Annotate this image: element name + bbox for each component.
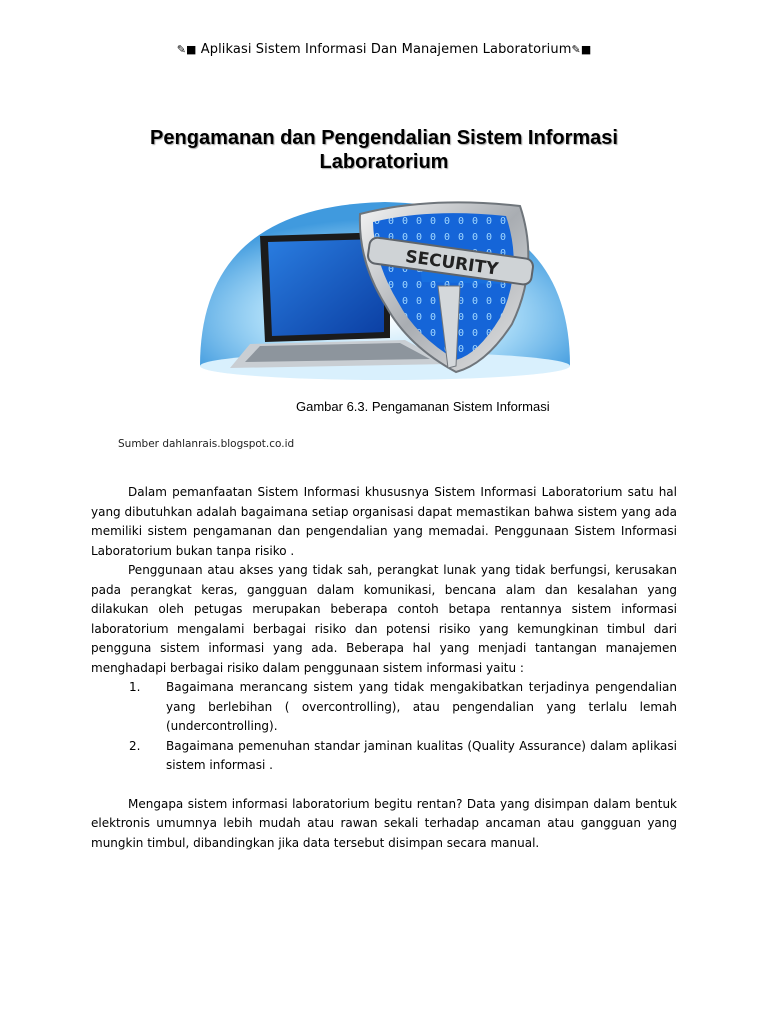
image-source: Sumber dahlanrais.blogspot.co.id <box>118 438 295 450</box>
spacer <box>91 776 677 795</box>
page-title <box>100 126 668 174</box>
shield-label: SECURITY <box>404 246 500 280</box>
paragraph-1: Dalam pemanfaatan Sistem Informasi khususnya Sistem Informasi Laboratorium satu hal yang dibutuhkan adalah bagaimana setiap organisasi dapat memastikan bahwa sistem yang ada memiliki sistem pengamanan dan pengendalian yang memadai. Penggunaan Sistem Informasi Laboratorium bukan tanpa risiko . <box>91 485 677 558</box>
security-image <box>190 196 580 386</box>
body-text <box>91 483 677 853</box>
page-header <box>0 42 768 57</box>
header-text: Aplikasi Sistem Informasi Dan Manajemen Laboratorium <box>200 42 572 57</box>
security-illustration <box>190 196 580 386</box>
pencil-icon: ✎■ <box>571 43 592 56</box>
list-text: Bagaimana merancang sistem yang tidak mengakibatkan terjadinya pengendalian yang berlebihan ( overcontrolling), atau pengendalian yang terlalu lemah (undercontrolling). <box>166 680 677 733</box>
list-number: 1. <box>129 680 141 694</box>
list-item <box>91 737 677 776</box>
title-line-1: Pengamanan dan Pengendalian Sistem Informasi <box>150 127 618 149</box>
paragraph-3: Mengapa sistem informasi laboratorium begitu rentan? Data yang disimpan dalam bentuk elektronis umumnya lebih mudah atau rawan sekali terhadap ancaman atau gangguan yang mungkin timbul, dibandingkan jika data tersebut disimpan secara manual. <box>91 796 677 850</box>
paragraph-2: Penggunaan atau akses yang tidak sah, perangkat lunak yang tidak berfungsi, kerusakan pada perangkat keras, gangguan dalam komunikasi, bencana alam dan kesalahan yang dilakukan oleh petugas merupakan beberapa contoh betapa rentannya sistem informasi laboratorium mengalami berbagai risiko dan potensi risiko yang kemungkinan timbul dari pengguna sistem informasi yang ada. Beberapa hal yang menjadi tantangan manajemen menghadapi berbagai risiko dalam penggunaan sistem informasi yaitu : <box>91 563 677 675</box>
figure-caption: Gambar 6.3. Pengamanan Sistem Informasi <box>296 399 550 414</box>
title-line-2: Laboratorium <box>319 151 449 173</box>
pencil-icon: ✎■ <box>176 43 197 56</box>
list-item <box>91 678 677 737</box>
challenge-list <box>91 678 677 776</box>
list-text: Bagaimana pemenuhan standar jaminan kualitas (Quality Assurance) dalam aplikasi sistem informasi . <box>166 738 677 772</box>
list-number: 2. <box>129 738 141 753</box>
